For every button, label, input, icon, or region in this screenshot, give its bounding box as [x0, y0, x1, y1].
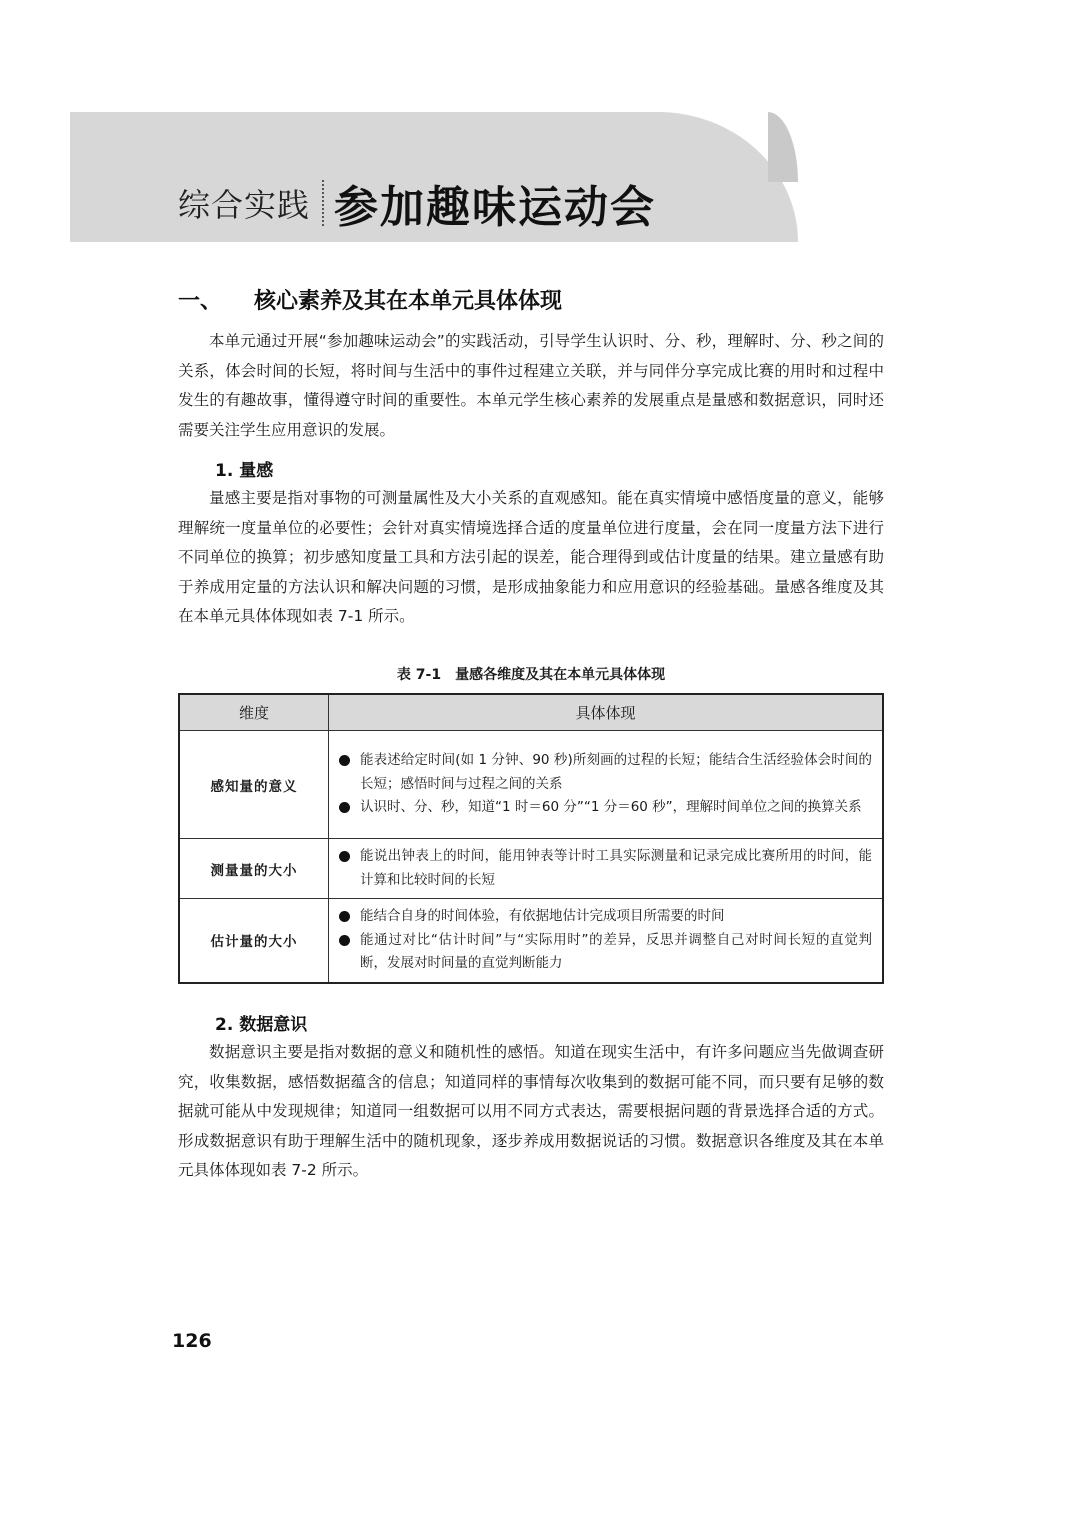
subheading-data-awareness: 2. 数据意识 — [215, 1015, 308, 1035]
section-heading — [178, 284, 562, 315]
title-main: 参加趣味运动会 — [334, 182, 657, 233]
subheading-liang-gan: 1. 量感 — [215, 461, 274, 481]
description-cell — [329, 899, 884, 983]
bullet-icon — [339, 802, 350, 813]
header-manifestation: 具体体现 — [329, 694, 884, 731]
bullet-icon — [339, 851, 350, 862]
section-title: 核心素养及其在本单元具体体现 — [254, 289, 563, 314]
bullet-text: 认识时、分、秒，知道“1 时＝60 分”“1 分＝60 秒”，理解时间单位之间的换算关系 — [360, 799, 862, 816]
list-item — [339, 796, 872, 820]
dimension-cell: 感知量的意义 — [179, 731, 329, 839]
list-item — [339, 929, 872, 976]
intro-paragraph: 本单元通过开展“参加趣味运动会”的实践活动，引导学生认识时、分、秒，理解时、分、秒之间的关系，体会时间的长短，将时间与生活中的事件过程建立关联，并与同伴分享完成比赛的用时和过程中发生的有趣故事，懂得遵守时间的重要性。本单元学生核心素养的发展重点是量感和数据意识，同时还需要关注学生应用意识的发展。 — [178, 332, 884, 439]
table-header-row — [179, 694, 883, 731]
bullet-icon — [339, 935, 350, 946]
table-row — [179, 899, 883, 983]
title-separator — [322, 180, 324, 226]
section-number: 一、 — [178, 289, 223, 314]
liang-gan-paragraph: 量感主要是指对事物的可测量属性及大小关系的直观感知。能在真实情境中感悟度量的意义，能够理解统一度量单位的必要性；会针对真实情境选择合适的度量单位进行度量，会在同一度量方法下进行不同单位的换算；初步感知度量工具和方法引起的误差，能合理得到或估计度量的结果。建立量感有助于养成用定量的方法认识和解决问题的习惯，是形成抽象能力和应用意识的经验基础。量感各维度及其在本单元具体体现如表 7-1 所示。 — [178, 489, 884, 625]
title-banner-fold — [768, 112, 798, 182]
list-item — [339, 845, 872, 892]
page-title — [178, 168, 656, 238]
bullet-icon — [339, 911, 350, 922]
dimension-table — [178, 693, 884, 984]
list-item — [339, 749, 872, 796]
dimension-cell: 估计量的大小 — [179, 899, 329, 983]
bullet-text: 能通过对比“估计时间”与“实际用时”的差异，反思并调整自己对时间长短的直觉判断，发展对时间量的直觉判断能力 — [360, 931, 872, 971]
bullet-text: 能表述给定时间(如 1 分钟、90 秒)所刻画的过程的长短；能结合生活经验体会时间的长短；感悟时间与过程之间的关系 — [360, 752, 872, 792]
bullet-text: 能说出钟表上的时间，能用钟表等计时工具实际测量和记录完成比赛所用的时间，能计算和比较时间的长短 — [360, 848, 872, 888]
page-number: 126 — [172, 1330, 212, 1352]
list-item — [339, 905, 872, 929]
bullet-icon — [339, 755, 350, 766]
description-cell — [329, 731, 884, 839]
data-awareness-paragraph: 数据意识主要是指对数据的意义和随机性的感悟。知道在现实生活中，有许多问题应当先做调查研究，收集数据，感悟数据蕴含的信息；知道同样的事情每次收集到的数据可能不同，而只要有足够的数据就可能从中发现规律；知道同一组数据可以用不同方式表达，需要根据问题的背景选择合适的方式。形成数据意识有助于理解生活中的随机现象，逐步养成用数据说话的习惯。数据意识各维度及其在本单元具体体现如表 7-2 所示。 — [178, 1043, 884, 1179]
table-row — [179, 731, 883, 839]
header-dimension: 维度 — [179, 694, 329, 731]
dimension-cell: 测量量的大小 — [179, 839, 329, 899]
table-caption: 表 7-1 量感各维度及其在本单元具体体现 — [396, 667, 666, 683]
bullet-text: 能结合自身的时间体验，有依据地估计完成项目所需要的时间 — [360, 908, 725, 924]
description-cell — [329, 839, 884, 899]
table-row — [179, 839, 883, 899]
title-prefix: 综合实践 — [178, 186, 311, 224]
